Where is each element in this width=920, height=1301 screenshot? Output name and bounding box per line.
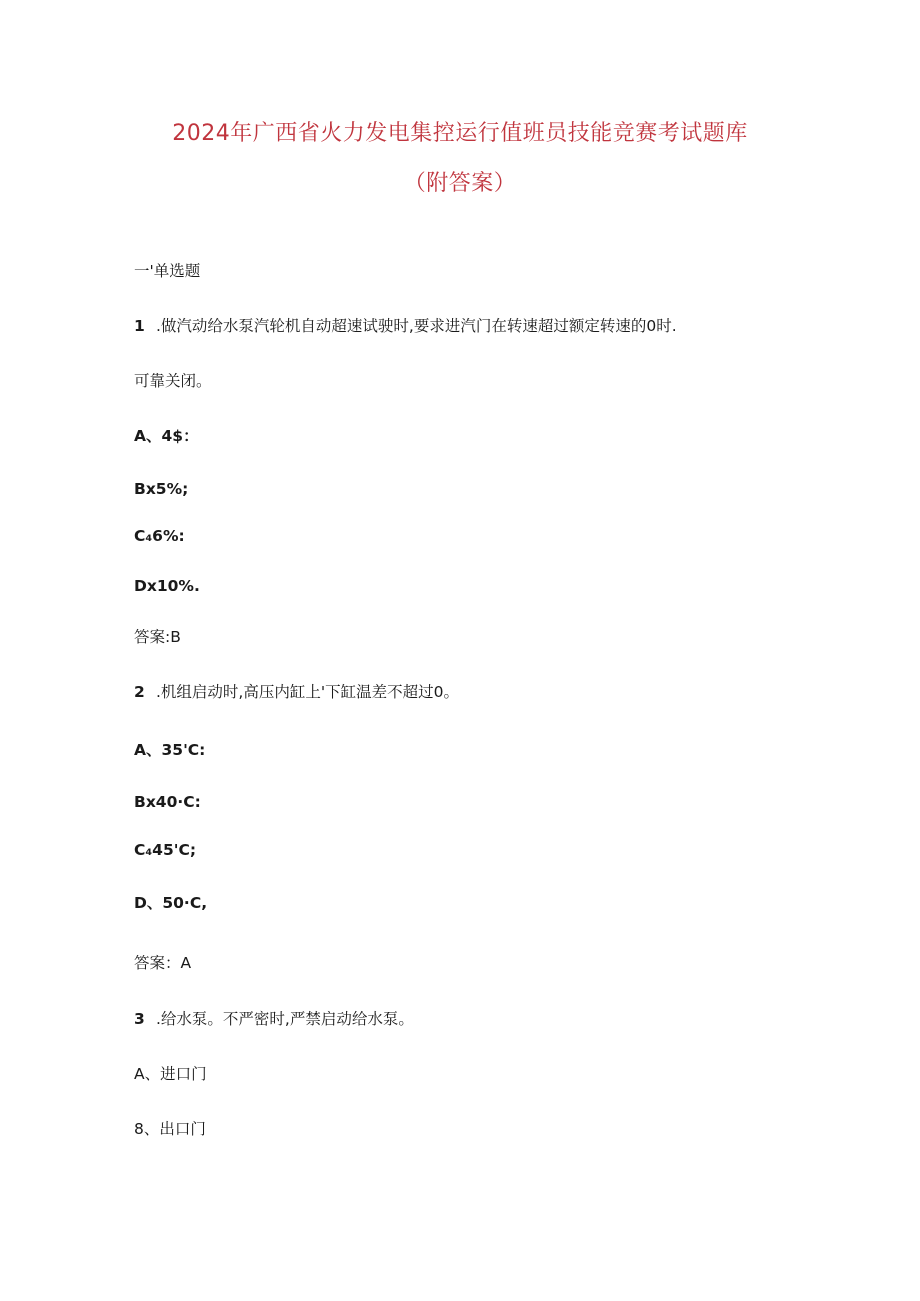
question-1-text-cont: 可靠关闭。	[134, 372, 212, 390]
q3-option-a: A、进口门	[134, 1065, 207, 1083]
q1-option-d: Dx10%.	[134, 577, 200, 595]
question-3-number: 3	[134, 1010, 145, 1028]
question-3-text: .给水泵。不严密时,严禁启动给水泵。	[156, 1010, 414, 1028]
q1-option-b: Bx5%;	[134, 480, 189, 498]
q2-option-c: C₄45'C;	[134, 841, 197, 859]
q2-option-d: D、50∙C,	[134, 894, 208, 912]
q2-answer: 答案：A	[134, 954, 192, 972]
question-2	[134, 682, 459, 702]
question-2-text: .机组启动时,高压内缸上'下缸温差不超过0。	[156, 683, 459, 701]
q3-option-b: 8、出口门	[134, 1120, 206, 1138]
q1-answer: 答案:B	[134, 628, 181, 646]
document-title-line1: 2024年广西省火力发电集控运行值班员技能竞赛考试题库	[172, 121, 748, 146]
question-3	[134, 1009, 414, 1029]
q2-option-b: Bx40∙C:	[134, 793, 201, 811]
q1-option-a: A、4$：	[134, 427, 199, 445]
document-title-line2: （附答案）	[403, 171, 517, 196]
q1-option-c: C₄6%:	[134, 527, 185, 545]
question-1-text: .做汽动给水泵汽轮机自动超速试驶时,要求进汽门在转速超过额定转速的0时.	[156, 317, 677, 335]
question-1-number: 1	[134, 317, 145, 335]
section-heading: 一'单选题	[134, 262, 201, 280]
question-1	[134, 316, 677, 336]
q2-option-a: A、35'C:	[134, 741, 206, 759]
question-2-number: 2	[134, 683, 145, 701]
